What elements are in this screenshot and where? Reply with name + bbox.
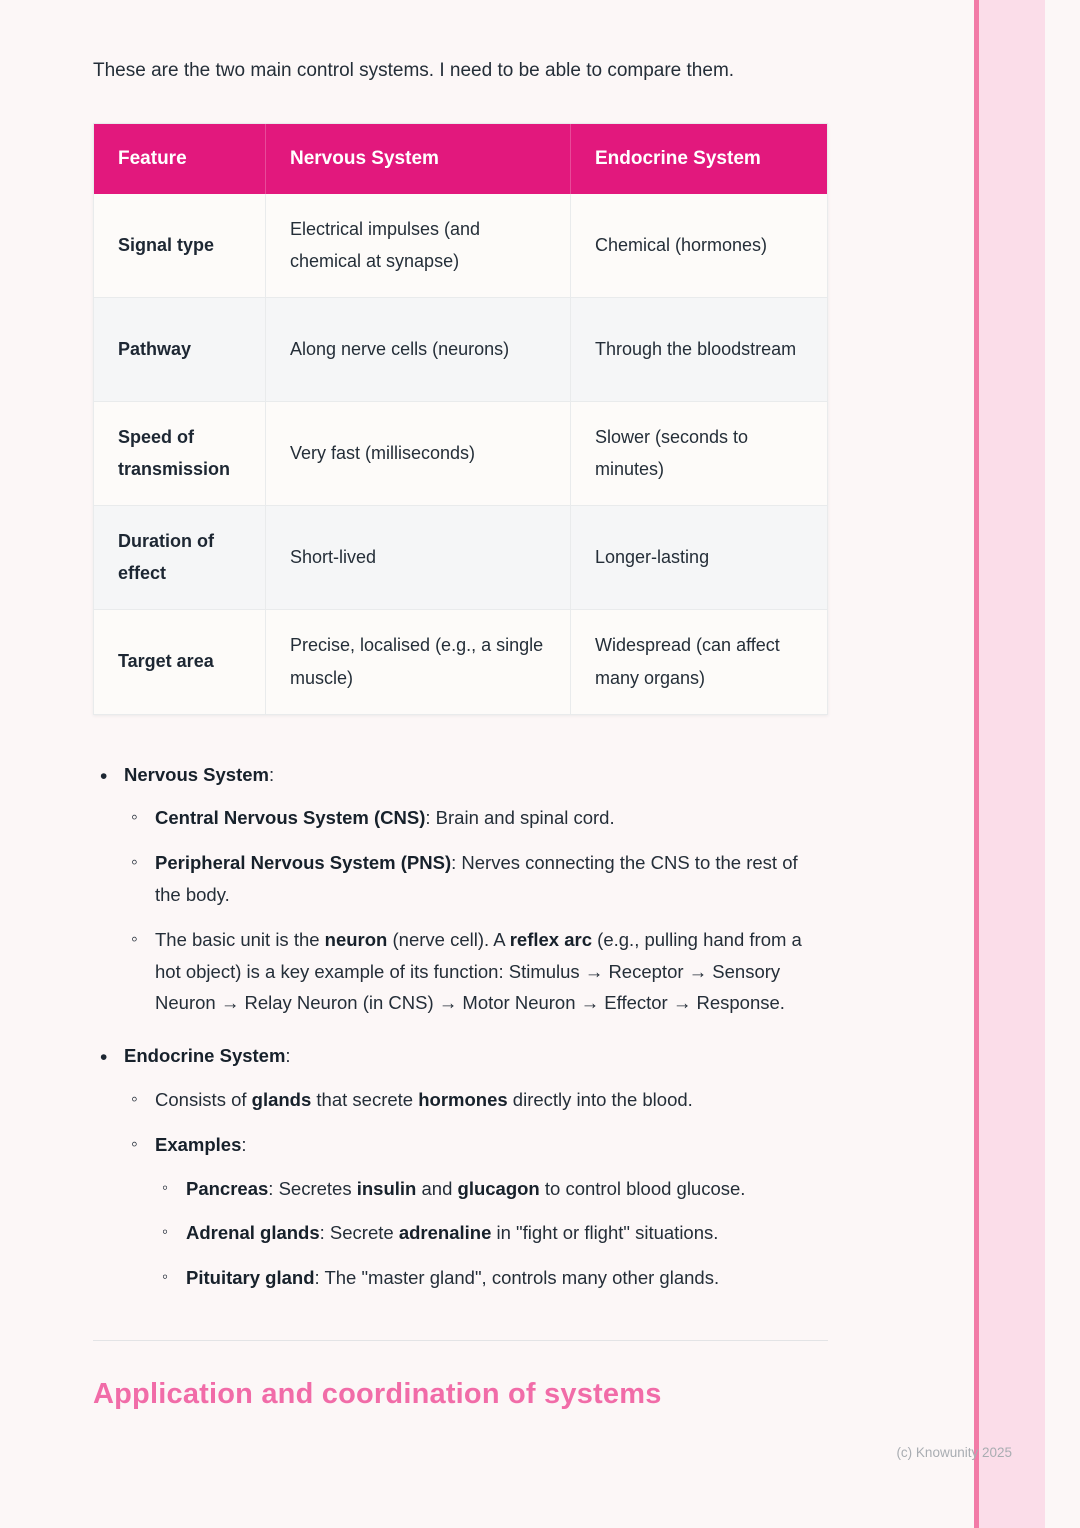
row-feature-cell: Target area <box>94 610 266 714</box>
list-item <box>124 1084 828 1116</box>
row-feature-cell: Duration of effect <box>94 506 266 610</box>
comparison-table-body <box>94 194 827 714</box>
comparison-table <box>93 123 828 715</box>
bold-term: neuron <box>324 928 388 950</box>
row-endocrine-cell: Chemical (hormones) <box>571 194 827 298</box>
notes-list-level-2 <box>124 1084 828 1294</box>
row-nervous-cell: Electrical impulses (and chemical at synapse) <box>266 194 571 298</box>
list-item <box>155 1217 828 1249</box>
row-endocrine-cell: Widespread (can affect many organs) <box>571 610 827 714</box>
section-divider <box>93 1340 828 1341</box>
table-row <box>94 506 827 610</box>
list-item <box>155 1173 828 1205</box>
list-item <box>124 924 828 1019</box>
notes-section <box>93 759 828 1295</box>
notes-list-level-2 <box>124 802 828 1019</box>
row-nervous-cell: Very fast (milliseconds) <box>266 402 571 506</box>
intro-text: These are the two main control systems. I need to be able to compare them. <box>93 60 735 81</box>
table-row <box>94 298 827 402</box>
list-item-text: Pancreas: Secretes insulin and glucagon to control blood glucose. <box>186 1177 746 1199</box>
row-endocrine-cell: Longer-lasting <box>571 506 827 610</box>
list-item <box>93 759 828 1020</box>
bold-term: Endocrine System <box>124 1045 286 1067</box>
list-item-text: Consists of glands that secrete hormones directly into the blood. <box>155 1089 693 1110</box>
bold-term: Central Nervous System (CNS) <box>155 807 426 829</box>
section-heading: Application and coordination of systems <box>93 1378 662 1411</box>
list-item <box>124 1129 828 1294</box>
list-item-text: Peripheral Nervous System (PNS): Nerves connecting the CNS to the rest of the body. <box>155 852 798 905</box>
bold-term: Nervous System <box>124 763 269 785</box>
bold-term: insulin <box>356 1177 417 1199</box>
row-nervous-cell: Along nerve cells (neurons) <box>266 298 571 402</box>
header-nervous-system: Nervous System <box>266 124 571 194</box>
list-item-text: Nervous System: <box>124 763 275 785</box>
row-feature-cell: Pathway <box>94 298 266 402</box>
row-endocrine-cell: Through the bloodstream <box>571 298 827 402</box>
row-feature-cell: Speed of transmission <box>94 402 266 506</box>
copyright-footer: (c) Knowunity 2025 <box>896 1445 1012 1460</box>
list-item-text: Adrenal glands: Secrete adrenaline in "fight or flight" situations. <box>186 1222 719 1244</box>
list-item-text: Endocrine System: <box>124 1045 291 1067</box>
bold-term: glands <box>251 1089 312 1110</box>
bold-term: hormones <box>418 1089 508 1110</box>
list-item <box>155 1262 828 1294</box>
bold-term: Adrenal glands <box>186 1222 320 1244</box>
list-item-text: Central Nervous System (CNS): Brain and spinal cord. <box>155 807 615 829</box>
table-header <box>94 124 827 194</box>
list-item-text: The basic unit is the neuron (nerve cell). A reflex arc (e.g., pulling hand from a hot object) is a key example of its function: Stimulus → Receptor → Sensory Neuron → Relay Neuron (in CNS) → Motor Neuron → Effector → Response. <box>155 928 802 1014</box>
page-margin-line <box>974 0 979 1528</box>
bold-term: Examples <box>155 1133 242 1155</box>
row-nervous-cell: Precise, localised (e.g., a single muscle) <box>266 610 571 714</box>
row-feature-cell: Signal type <box>94 194 266 298</box>
notes-list-level-1 <box>93 759 828 1295</box>
bold-term: Peripheral Nervous System (PNS) <box>155 852 452 874</box>
bold-term: reflex arc <box>509 928 593 950</box>
bold-term: Pituitary gland <box>186 1267 315 1289</box>
table-row <box>94 402 827 506</box>
document-content <box>93 57 828 1411</box>
row-endocrine-cell: Slower (seconds to minutes) <box>571 402 827 506</box>
table-row <box>94 610 827 714</box>
list-item-text: Examples: <box>155 1133 247 1155</box>
table-row <box>94 194 827 298</box>
header-endocrine-system: Endocrine System <box>571 124 827 194</box>
list-item-text: Pituitary gland: The "master gland", controls many other glands. <box>186 1267 720 1289</box>
page-margin-stripe <box>979 0 1045 1528</box>
list-item <box>124 847 828 911</box>
list-item <box>93 1040 828 1294</box>
bold-term: adrenaline <box>398 1222 492 1244</box>
table-header-row <box>94 124 827 194</box>
row-nervous-cell: Short-lived <box>266 506 571 610</box>
header-feature: Feature <box>94 124 266 194</box>
notes-list-level-3 <box>155 1173 828 1294</box>
bold-term: Pancreas <box>186 1177 269 1199</box>
bold-term: glucagon <box>457 1177 540 1199</box>
list-item <box>124 802 828 834</box>
